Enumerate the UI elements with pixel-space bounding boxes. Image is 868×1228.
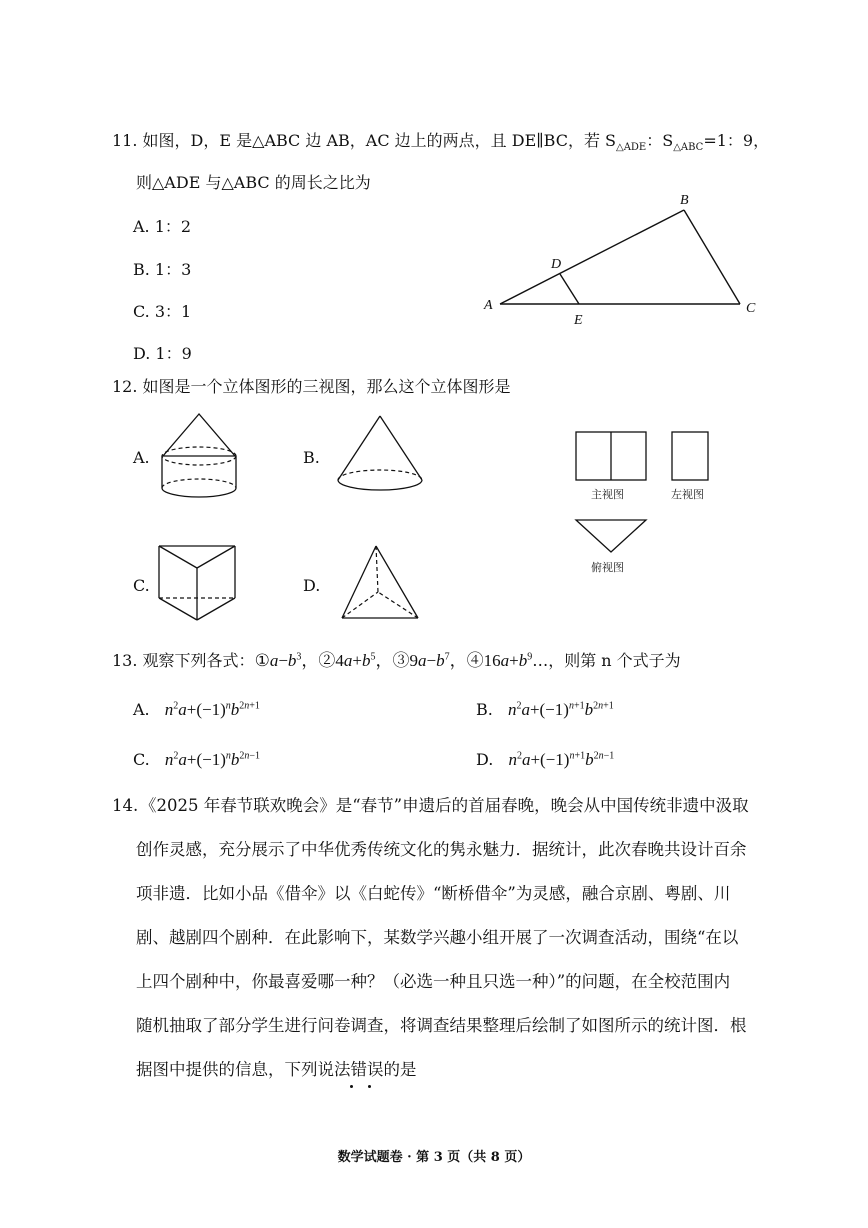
q13-option-c: C. $n^2a+(-1)^nb^{2n-1}$ — [133, 750, 260, 769]
q14-line-6: 随机抽取了部分学生进行问卷调查，将调查结果整理后绘制了如图所示的统计图．根 — [136, 1016, 747, 1035]
q11-stem-line2: 则△ADE 与△ABC 的周长之比为 — [136, 173, 371, 192]
q13-option-a: A. $n^2a+(-1)^nb^{2n+1}$ — [133, 700, 260, 719]
q13-option-d-label: D. — [476, 750, 494, 769]
q11-text-part2: =1：9， — [703, 131, 770, 150]
q11-option-c: C. 3：1 — [133, 302, 192, 321]
q13-option-b: B. $n^2a+(-1)^{n+1}b^{2n+1}$ — [476, 700, 614, 719]
triangular-prism-figure — [155, 540, 239, 626]
q12-option-d: D. — [303, 576, 321, 595]
q14-line-2: 创作灵感，充分展示了中华优秀传统文化的隽永魅力．据统计，此次春晚共设计百余 — [136, 840, 747, 859]
q12-stem — [112, 376, 511, 398]
q12-text: 如图是一个立体图形的三视图，那么这个立体图形是 — [142, 377, 511, 396]
front-view-label: 主视图 — [591, 488, 624, 501]
label-e: E — [574, 313, 583, 328]
q13-item-4: ④16 — [466, 651, 501, 670]
q12-option-a: A. — [133, 448, 150, 467]
q13-stem: 13. 观察下列各式：$①a-b^3$，$②4a+b^5$，$③9a-b^7$，$④16a+b^9\dots$，则第 n 个式子为 — [112, 651, 681, 670]
q14-line-7: 据图中提供的信息，下列说法错误的是 — [136, 1060, 417, 1079]
q14-paragraph — [136, 784, 770, 1092]
q14-line-1: 《2025 年春节联欢晚会》是“春节”申遗后的首届春晚，晚会从中国传统非遗中汲取 — [140, 796, 749, 815]
cone-on-cylinder-figure — [155, 410, 245, 502]
q11-option-d: D. 1：9 — [133, 344, 192, 363]
q13-item-1: ① — [254, 651, 270, 670]
label-d: D — [551, 257, 562, 272]
q14-line-3: 项非遗．比如小品《借伞》以《白蛇传》“断桥借伞”为灵感，融合京剧、粤剧、川 — [136, 884, 731, 903]
emphasis-dot — [350, 1085, 353, 1088]
q13-text-before: 观察下列各式： — [142, 651, 255, 670]
q13-option-d: D. $n^2a+(-1)^{n+1}b^{2n-1}$ — [476, 750, 615, 769]
q12-number: 12. — [112, 377, 138, 396]
cone-figure — [330, 412, 430, 494]
q11-text-part1: 如图，D，E 是△ABC 边 AB，AC 边上的两点，且 DE∥BC，若 S — [142, 131, 616, 150]
q11-stem — [112, 130, 769, 152]
q12-option-b: B. — [303, 448, 320, 467]
q13-option-c-label: C. — [133, 750, 150, 769]
label-c: C — [746, 301, 756, 316]
label-a: A — [484, 298, 493, 313]
q13-option-b-label: B. — [476, 700, 493, 719]
q11-option-a: A. 1：2 — [133, 217, 192, 236]
q11-triangle-figure — [478, 188, 768, 328]
q11-sub2: △ABC — [673, 142, 704, 154]
q14-number: 14. — [112, 796, 139, 815]
q14-line-4: 剧、越剧四个剧种．在此影响下，某数学兴趣小组开展了一次调查活动，围绕“在以 — [136, 928, 739, 947]
triangular-pyramid-figure — [338, 542, 422, 624]
q13-text-after: …，则第 n 个式子为 — [532, 651, 681, 670]
q13-item-2: ②4 — [318, 651, 344, 670]
page-footer: 数学试题卷 · 第 3 页（共 8 页） — [337, 1150, 531, 1165]
emphasis-dot — [368, 1085, 371, 1088]
q12-option-c: C. — [133, 576, 150, 595]
q13-item-3: ③9 — [392, 651, 418, 670]
label-b: B — [680, 193, 689, 208]
q13-option-a-label: A. — [133, 700, 150, 719]
q14-line-5: 上四个剧种中，你最喜爱哪一种？（必选一种且只选一种）”的问题，在全校范围内 — [136, 972, 731, 991]
top-view-label: 俯视图 — [591, 561, 624, 574]
q11-number: 11. — [112, 131, 138, 150]
q11-option-b: B. 1：3 — [133, 260, 192, 279]
q13-number: 13. — [112, 651, 138, 670]
q11-mid: ：S — [646, 131, 674, 150]
side-view-label: 左视图 — [671, 488, 704, 501]
q11-sub1: △ADE — [616, 142, 647, 154]
